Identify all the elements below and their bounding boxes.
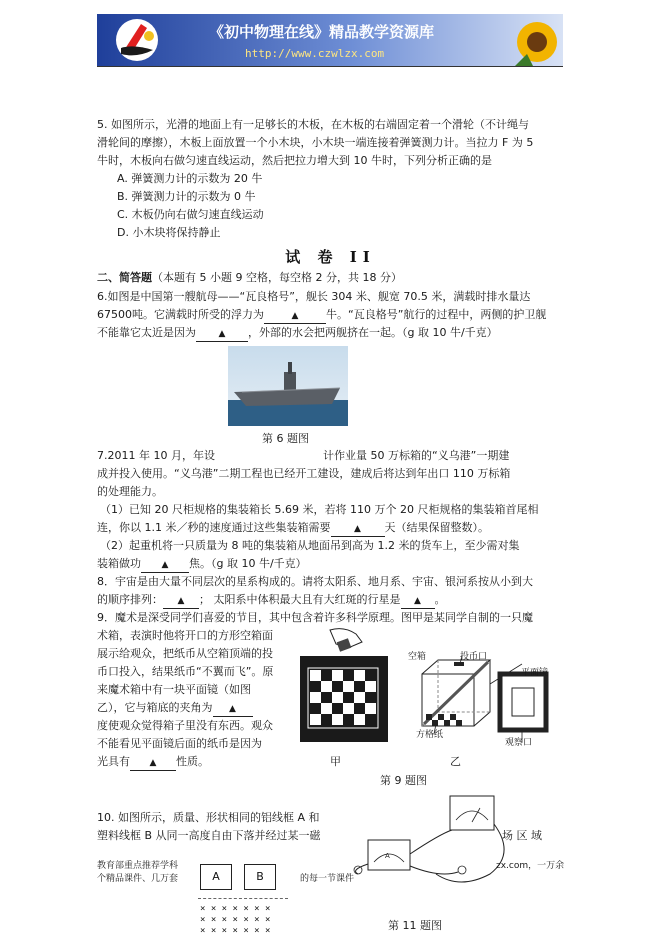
q6-line-2a: 67500吨。它满载时所受的浮力为 <box>97 308 264 321</box>
q9-line-7: 度使观众觉得箱子里没有东西。观众 <box>97 719 273 732</box>
q10-frame-a: A <box>200 864 232 890</box>
section2-heading: 二、简答题 <box>97 271 152 284</box>
q9-label-viewing-port: 观察口 <box>505 738 533 748</box>
q9-figure-jia <box>296 626 400 750</box>
q5-line-2: 滑轮间的摩擦），木板上面放置一个小木块，小木块一端连接着弹簧测力计。当拉力 F 为 5 <box>97 136 534 149</box>
q11-figure-circuit <box>340 794 520 910</box>
q9-line-8: 不能看见平面镜后面的纸币是因为 <box>97 737 262 750</box>
q9-label-jia: 甲 <box>330 755 341 768</box>
q9-blank-2[interactable]: ▲ <box>130 756 176 771</box>
header-title: 《初中物理在线》精品教学资源库 <box>209 23 435 41</box>
q6-line-3a: 不能靠它太近是因为 <box>97 326 196 339</box>
q9-line-9b: 性质。 <box>176 755 209 768</box>
q5-option-a[interactable]: A. 弹簧测力计的示数为 20 牛 <box>117 172 263 185</box>
q5-option-b[interactable]: B. 弹簧测力计的示数为 0 牛 <box>117 190 256 203</box>
footer-line-1b: zx.com，一万余 <box>496 861 565 871</box>
q6-line-2b: 牛。“瓦良格号”航行的过程中，两侧的护卫舰 <box>326 308 547 321</box>
q10-line-2-tail: 场 区 域 <box>502 829 542 842</box>
q9-line-1: 9．魔术是深受同学们喜爱的节目，其中包含着许多科学原理。图甲是某同学自制的一只魔 <box>97 611 533 624</box>
q7-line-1 <box>97 449 509 463</box>
q7-sub1-line-1: （1）已知 20 尺柜规格的集装箱长 5.69 米，若将 110 万个 20 尺柜规格的集装箱首尾相 <box>100 503 539 516</box>
q5-line-1: 5. 如图所示，光滑的地面上有一足够长的木板，在木板的右端固定着一个滑轮（不计绳与 <box>97 118 529 131</box>
q9-line-3: 展示给观众，把纸币从空箱顶端的投 <box>97 647 273 660</box>
q9-caption: 第 9 题图 <box>380 774 427 787</box>
section2-heading-line <box>97 271 402 285</box>
q10-frame-b: B <box>244 864 276 890</box>
q7-sub1b: 连，你以 1.1 米／秒的速度通过这些集装箱需要 <box>97 521 331 534</box>
q5-option-d[interactable]: D. 小木块将保持静止 <box>117 226 221 239</box>
q6-line-1: 6.如图是中国第一艘航母——“瓦良格号”，舰长 304 米、舰宽 70.5 米，满载时排水量达 <box>97 290 531 303</box>
q7-sub2c: 焦。（g 取 10 牛/千克） <box>189 557 307 570</box>
q6-blank-2[interactable]: ▲ <box>196 327 248 342</box>
header-url: http://www.czwlzx.com <box>245 47 385 60</box>
q9-line-5: 来魔术箱中有一块平面镜（如图 <box>97 683 251 696</box>
q7-blank-2[interactable]: ▲ <box>141 558 189 573</box>
q8-line-2a: 的顺序排列： <box>97 593 163 606</box>
q8-line-2 <box>97 593 446 609</box>
q9-line-6a: 乙），它与箱底的夹角为 <box>97 701 213 714</box>
q5-line-3: 牛时，木板向右做匀速直线运动，然后把拉力增大到 10 牛时，下列分析正确的是 <box>97 154 492 167</box>
section2-heading-note: （本题有 5 小题 9 空格，每空格 2 分，共 18 分） <box>152 271 402 284</box>
q6-line-3 <box>97 326 498 342</box>
q10-field-boundary <box>198 898 288 900</box>
header-divider <box>97 66 563 67</box>
q7-sub2b: 装箱做功 <box>97 557 141 570</box>
q9-line-2: 术箱，表演时他将开口的方形空箱面 <box>97 629 273 642</box>
aircraft-carrier-photo <box>228 346 348 426</box>
q9-label-tile-paper: 方格纸 <box>416 730 444 740</box>
q9-label-coin-slot: 投币口 <box>460 652 488 662</box>
q10-field-row-3: × × × × × × × <box>200 926 271 936</box>
q9-line-9 <box>97 755 209 771</box>
section-title: 试 卷 II <box>285 248 376 266</box>
q8-blank-1[interactable]: ▲ <box>163 594 199 609</box>
q6-caption: 第 6 题图 <box>262 432 309 445</box>
q7-line-1b: 计作业量 50 万标箱的“义乌港”一期建 <box>322 449 510 462</box>
q10-line-1: 10. 如图所示，质量、形状相同的铝线框 A 和 <box>97 811 320 824</box>
header-banner <box>97 14 563 66</box>
q7-sub1-line-2 <box>97 521 489 537</box>
q10-line-2: 塑料线框 B 从同一高度自由下落并经过某一磁 <box>97 829 321 842</box>
logo-icon <box>116 19 158 61</box>
q6-line-3b: ，外部的水会把两舰挤在一起。（g 取 10 牛/千克） <box>248 326 498 339</box>
q7-line-2: 成并投入使用。“义乌港”二期工程也已经开工建设，建成后将达到年出口 110 万标箱 <box>97 467 511 480</box>
header-banner-graphic <box>97 14 563 66</box>
q8-line-1: 8．宇宙是由大量不同层次的星系构成的。请将太阳系、地月系、宇宙、银河系按从小到大 <box>97 575 533 588</box>
q7-line-1a: 7.2011 年 10 月，年设 <box>97 449 215 462</box>
q10-field-row-1: × × × × × × × <box>200 904 271 914</box>
q7-blank-1[interactable]: ▲ <box>331 522 385 537</box>
q8-blank-2[interactable]: ▲ <box>401 594 435 609</box>
q5-option-c[interactable]: C. 木板仍向右做匀速直线运动 <box>117 208 264 221</box>
q9-label-empty-box: 空箱 <box>408 652 427 662</box>
q9-blank-1[interactable]: ▲ <box>213 702 253 717</box>
q9-label-yi: 乙 <box>450 755 461 768</box>
svg-text:A: A <box>385 852 390 860</box>
q9-label-mirror: 平面镜 <box>521 668 549 678</box>
footer-line-2b: 的每一节课件 <box>300 874 355 884</box>
q9-line-6 <box>97 701 253 717</box>
q6-line-2 <box>97 308 546 324</box>
q7-line-3: 的处理能力。 <box>97 485 163 498</box>
q8-line-2b: ； 太阳系中体积最大且有大红斑的行星是 <box>199 593 401 606</box>
footer-line-1a: 教育部重点推荐学科 <box>97 861 179 871</box>
q8-line-2c: 。 <box>434 593 446 606</box>
q6-blank-1[interactable]: ▲ <box>264 309 326 324</box>
q11-caption: 第 11 题图 <box>388 919 442 932</box>
footer-line-2a: 个精品课件、几万套 <box>97 874 179 884</box>
q7-sub2-line-1: （2）起重机将一只质量为 8 吨的集装箱从地面吊到高为 1.2 米的货车上，至少需对集 <box>100 539 520 552</box>
q7-sub2-line-2 <box>97 557 307 573</box>
q7-sub1c: 天（结果保留整数）。 <box>384 521 489 534</box>
q10-field-row-2: × × × × × × × <box>200 915 271 925</box>
q9-line-9a: 光具有 <box>97 755 130 768</box>
q9-line-4: 币口投入，结果纸币“不翼而飞”。原 <box>97 665 274 678</box>
